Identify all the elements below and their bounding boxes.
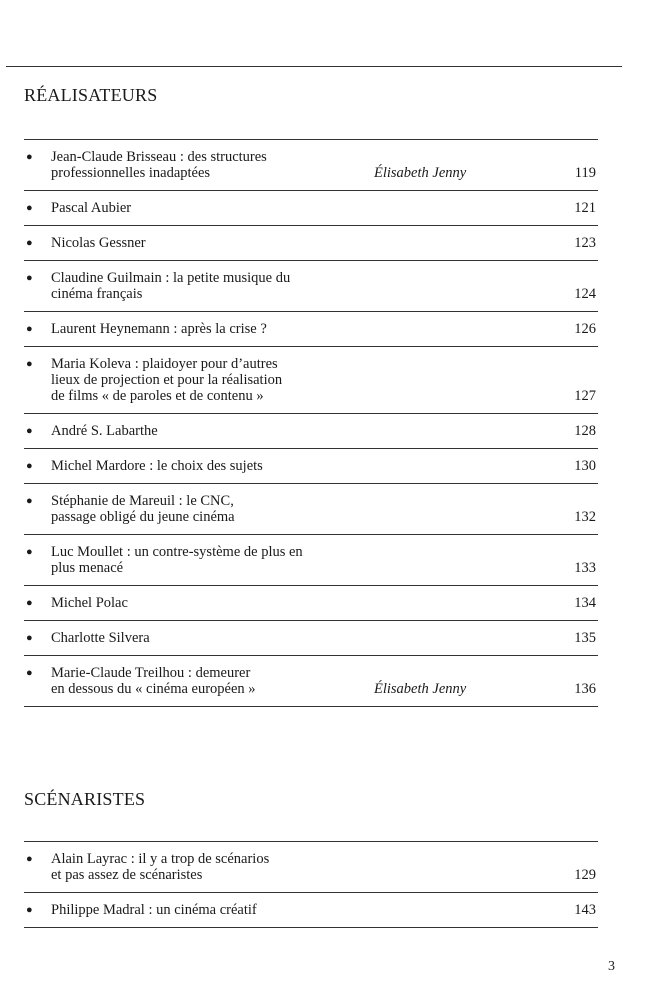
toc-entry (24, 261, 598, 311)
toc-entry (24, 226, 598, 260)
page-number: 3 (608, 959, 615, 974)
entry-title: Michel Polac (51, 595, 128, 611)
entry-title: Alain Layrac : il y a trop de scénarios et pas assez de scénaristes (51, 851, 270, 883)
bullet-icon: ● (26, 495, 33, 507)
toc-entry (24, 414, 598, 448)
toc-entry (24, 535, 598, 585)
entry-page: 121 (574, 200, 596, 216)
toc-entry (24, 893, 598, 927)
toc-entry (24, 586, 598, 620)
bullet-icon: ● (26, 151, 33, 163)
entry-title: Maria Koleva : plaidoyer pour d’autres lieux de projection et pour la réalisation de films « de paroles et de contenu » (51, 356, 283, 404)
entry-page: 143 (574, 902, 596, 918)
entry-separator (24, 706, 598, 707)
entry-page: 127 (574, 388, 596, 404)
section-title-realisateurs: RÉALISATEURS (24, 85, 158, 105)
toc-entry (24, 621, 598, 655)
entry-author: Élisabeth Jenny (374, 681, 467, 697)
bullet-icon: ● (26, 323, 33, 335)
entry-title: Jean-Claude Brisseau : des structures professionnelles inadaptées (51, 149, 267, 181)
entry-page: 126 (574, 321, 596, 337)
entry-separator (24, 927, 598, 928)
entry-title: Marie-Claude Treilhou : demeurer en dessous du « cinéma européen » (51, 665, 256, 697)
entry-page: 134 (574, 595, 596, 611)
entry-page: 136 (574, 681, 596, 697)
toc-entry (24, 140, 598, 190)
bullet-icon: ● (26, 237, 33, 249)
entry-author: Élisabeth Jenny (374, 165, 467, 181)
entry-page: 128 (574, 423, 596, 439)
entry-title: André S. Labarthe (51, 423, 158, 439)
bullet-icon: ● (26, 546, 33, 558)
entry-title: Claudine Guilmain : la petite musique du cinéma français (51, 270, 291, 302)
toc-entry (24, 449, 598, 483)
entry-page: 124 (574, 286, 596, 302)
entry-title: Philippe Madral : un cinéma créatif (51, 902, 257, 918)
entry-page: 129 (574, 867, 596, 883)
toc-entry (24, 191, 598, 225)
entry-page: 123 (574, 235, 596, 251)
bullet-icon: ● (26, 853, 33, 865)
bullet-icon: ● (26, 667, 33, 679)
bullet-icon: ● (26, 460, 33, 472)
toc-entry (24, 656, 598, 706)
bullet-icon: ● (26, 202, 33, 214)
toc-realisateurs (24, 139, 598, 707)
entry-title: Nicolas Gessner (51, 235, 146, 251)
bullet-icon: ● (26, 358, 33, 370)
entry-title: Laurent Heynemann : après la crise ? (51, 321, 267, 337)
toc-entry (24, 484, 598, 534)
bullet-icon: ● (26, 272, 33, 284)
bullet-icon: ● (26, 597, 33, 609)
entry-title: Pascal Aubier (51, 200, 132, 216)
toc-entry (24, 312, 598, 346)
entry-page: 119 (574, 165, 596, 181)
toc-scenaristes (24, 841, 598, 928)
toc-entry (24, 347, 598, 413)
entry-page: 133 (574, 560, 596, 576)
bullet-icon: ● (26, 632, 33, 644)
entry-page: 135 (574, 630, 596, 646)
bullet-icon: ● (26, 425, 33, 437)
top-rule (6, 66, 622, 67)
toc-entry (24, 842, 598, 892)
bullet-icon: ● (26, 904, 33, 916)
section-title-scenaristes: SCÉNARISTES (24, 789, 146, 809)
entry-title: Stéphanie de Mareuil : le CNC, passage obligé du jeune cinéma (51, 493, 235, 525)
entry-title: Luc Moullet : un contre-système de plus en plus menacé (51, 544, 303, 576)
entry-page: 132 (574, 509, 596, 525)
entry-title: Charlotte Silvera (51, 630, 150, 646)
entry-title: Michel Mardore : le choix des sujets (51, 458, 263, 474)
entry-page: 130 (574, 458, 596, 474)
